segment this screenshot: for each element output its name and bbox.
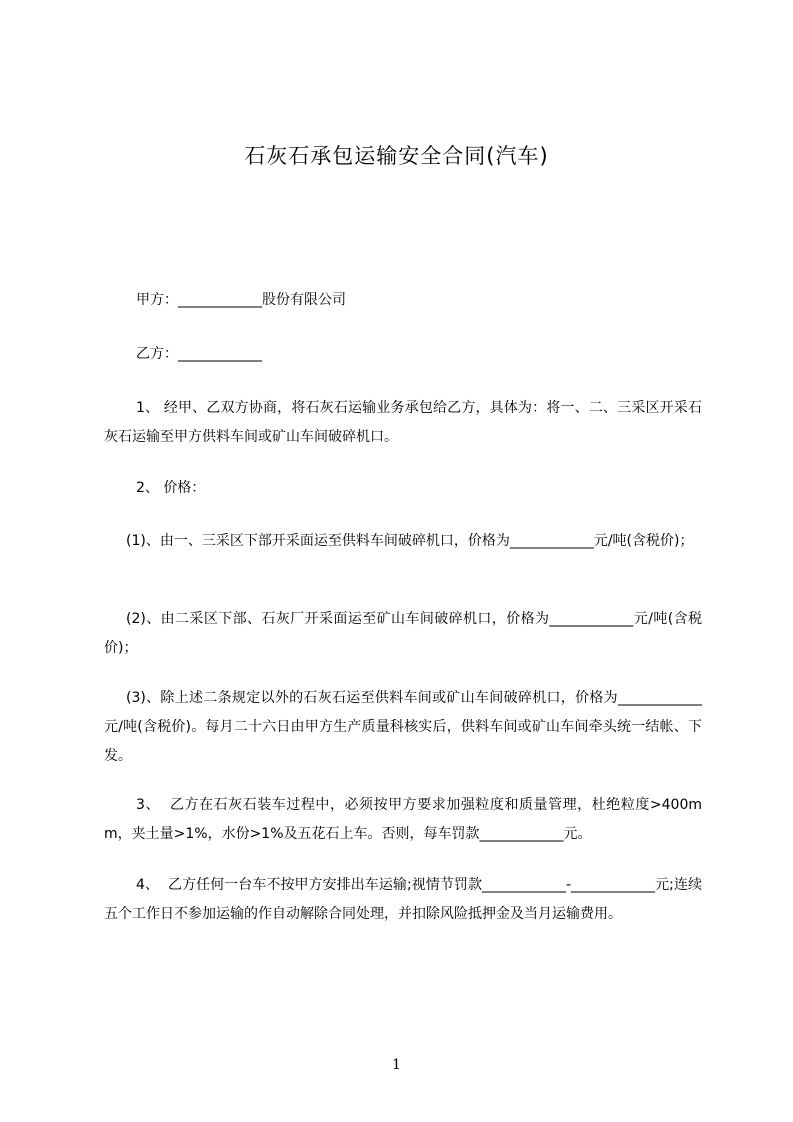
clause-2-item-3: (3)、除上述二条规定以外的石灰石运至供料车间或矿山车间破碎机口，价格为____________元/吨(含税价)。每月二十六日由甲方生产质量科核实后，供料车间或矿山车间牵头统一结帐、下发。 — [104, 690, 702, 764]
clause-2-item-2: (2)、由二采区下部、石灰厂开采面运至矿山车间破碎机口，价格为____________元/吨(含税价)； — [104, 611, 702, 656]
clause-1: 1、 经甲、乙双方协商，将石灰石运输业务承包给乙方，具体为：将一、二、三采区开采石灰石运输至甲方供料车间或矿山车间破碎机口。 — [104, 400, 702, 445]
document-title: 石灰石承包运输安全合同(汽车) — [244, 144, 549, 168]
clause-3: 3、 乙方在石灰石装车过程中，必须按甲方要求加强粒度和质量管理，杜绝粒度>400mm，夹土量>1%，水份>1%及五花石上车。否则，每车罚款____________元。 — [104, 797, 702, 842]
page-number: 1 — [392, 1057, 401, 1073]
clause-4: 4、 乙方任何一台车不按甲方安排出车运输;视情节罚款____________-____________元;连续五个工作日不参加运输的作自动解除合同处理，并扣除风险抵押金及当月运输费用。 — [104, 877, 702, 922]
clause-2-heading: 2、 价格： — [136, 480, 206, 496]
party-b-line: 乙方：____________ — [136, 346, 262, 362]
clause-2-item-1: (1)、由一、三采区下部开采面运至供料车间破碎机口，价格为____________元/吨(含税价)； — [126, 533, 694, 549]
party-a-line: 甲方：____________股份有限公司 — [136, 292, 346, 308]
